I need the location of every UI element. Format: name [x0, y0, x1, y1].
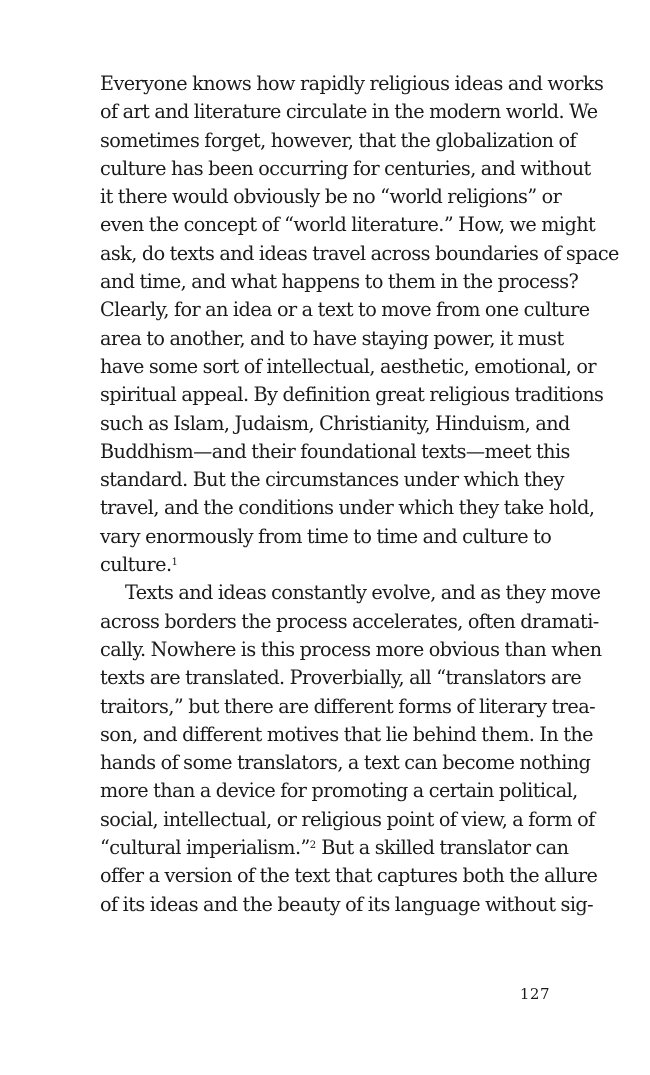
text-line: spiritual appeal. By definition great religious traditions: [100, 383, 604, 407]
text-fragment: “cultural imperialism.”: [100, 836, 310, 860]
text-line: of art and literature circulate in the modern world. We: [100, 100, 598, 124]
text-line: traitors,” but there are different forms of literary trea-: [100, 694, 596, 718]
footnote-marker[interactable]: 2: [309, 840, 317, 852]
text-line: it there would obviously be no “world religions” or: [100, 185, 562, 209]
text-line: cally. Nowhere is this process more obvious than when: [100, 637, 602, 661]
text-line: hands of some translators, a text can become nothing: [100, 751, 591, 775]
text-line: ask, do texts and ideas travel across boundaries of space: [100, 241, 619, 265]
body-text: [100, 70, 619, 919]
text-line: social, intellectual, or religious point of view, a form of: [100, 807, 595, 831]
text-line: of its ideas and the beauty of its language without sig-: [100, 892, 594, 916]
text-line: vary enormously from time to time and culture to: [100, 524, 552, 548]
text-line: travel, and the conditions under which they take hold,: [100, 496, 595, 520]
text-line: even the concept of “world literature.” How, we might: [100, 213, 596, 237]
page-number: 127: [519, 985, 550, 1003]
text-line: Texts and ideas constantly evolve, and as they move: [125, 581, 601, 605]
text-line: across borders the process accelerates, often dramati-: [100, 609, 599, 633]
text-fragment: culture.: [100, 553, 172, 577]
text-line: sometimes forget, however, that the globalization of: [100, 128, 577, 152]
text-line: such as Islam, Judaism, Christianity, Hinduism, and: [100, 411, 570, 435]
text-line: offer a version of the text that captures both the allure: [100, 864, 598, 888]
text-line: have some sort of intellectual, aesthetic, emotional, or: [100, 354, 596, 378]
text-line: Buddhism—and their foundational texts—meet this: [100, 439, 570, 463]
text-line: Clearly, for an idea or a text to move from one culture: [100, 298, 590, 322]
text-line: [100, 551, 550, 579]
text-line: more than a device for promoting a certain political,: [100, 779, 578, 803]
text-line: texts are translated. Proverbially, all “translators are: [100, 666, 582, 690]
text-line: standard. But the circumstances under which they: [100, 468, 564, 492]
text-line: son, and different motives that lie behind them. In the: [100, 722, 593, 746]
text-line: Everyone knows how rapidly religious ideas and works: [100, 72, 604, 95]
text-fragment: But a skilled translator can: [316, 836, 569, 860]
footnote-marker[interactable]: 1: [171, 557, 178, 569]
text-line: culture has been occurring for centuries, and without: [100, 156, 591, 180]
text-line: and time, and what happens to them in the process?: [100, 270, 579, 294]
text-line: [100, 834, 569, 862]
text-line: area to another, and to have staying power, it must: [100, 326, 564, 350]
